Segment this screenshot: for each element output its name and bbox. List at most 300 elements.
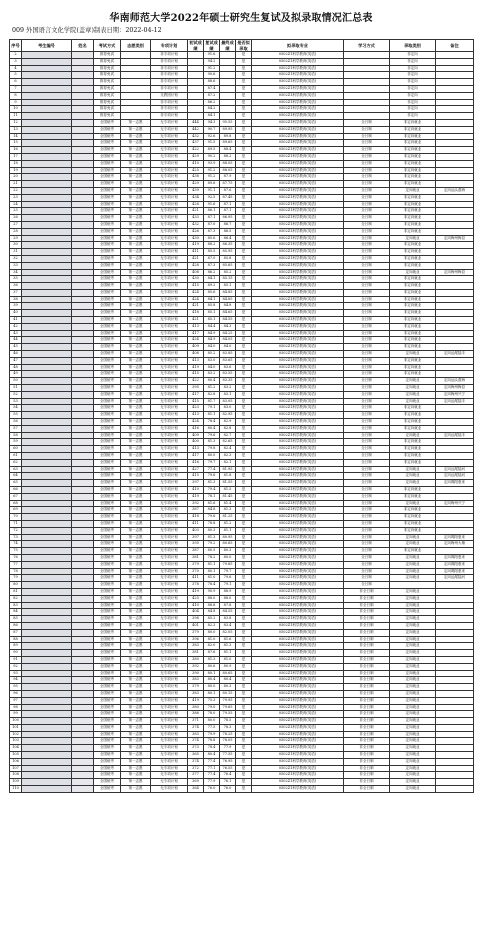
table-cell: 79.4	[204, 487, 220, 494]
table-cell	[436, 289, 474, 296]
table-row	[10, 752, 474, 759]
table-cell: 83.1	[220, 391, 236, 398]
table-cell: 第一志愿	[121, 779, 151, 786]
candidate-id-redacted	[22, 385, 72, 392]
table-cell: 非全日制	[344, 588, 390, 595]
table-cell: 82	[10, 595, 22, 602]
table-cell: 定向汕尾陆河	[436, 473, 474, 480]
candidate-name-redacted	[72, 602, 94, 609]
table-cell: 0502Z1科学教育(英语)	[252, 228, 344, 235]
table-cell	[436, 697, 474, 704]
candidate-name-redacted	[72, 283, 94, 290]
table-cell: 全日制	[344, 520, 390, 527]
candidate-name-redacted	[72, 153, 94, 160]
table-row	[10, 79, 474, 86]
table-cell: 0502Z1科学教育(英语)	[252, 779, 344, 786]
table-cell: 91.6	[204, 52, 220, 59]
table-cell: 79.6	[220, 575, 236, 582]
table-cell: 是	[236, 772, 252, 779]
table-cell: 第一志愿	[121, 622, 151, 629]
table-cell: 410	[188, 160, 204, 167]
table-cell: 380	[188, 656, 204, 663]
table-cell: 无专项计划	[151, 588, 188, 595]
table-cell: 110	[10, 786, 22, 793]
table-cell: 92	[10, 663, 22, 670]
table-cell	[436, 201, 474, 208]
table-cell: 全日制	[344, 317, 390, 324]
table-row	[10, 65, 474, 72]
table-cell: 非定向	[390, 99, 436, 106]
table-cell: 定向就业	[390, 724, 436, 731]
table-cell: 0502Z1科学教育(英语)	[252, 493, 344, 500]
table-cell: 82.4	[220, 446, 236, 453]
candidate-id-redacted	[22, 772, 72, 779]
table-cell	[436, 636, 474, 643]
candidate-id-redacted	[22, 663, 72, 670]
table-cell: 0502Z1科学教育(英语)	[252, 113, 344, 120]
table-cell: 396	[188, 636, 204, 643]
table-cell: 85.8	[220, 255, 236, 262]
table-cell: 定向就业	[390, 187, 436, 194]
table-cell: 0502Z1科学教育(英语)	[252, 106, 344, 113]
table-cell: 第一志愿	[121, 548, 151, 555]
table-cell: 非全日制	[344, 595, 390, 602]
table-row	[10, 405, 474, 412]
table-cell: 是	[236, 425, 252, 432]
table-cell: 80.3	[220, 548, 236, 555]
table-cell: 99	[10, 711, 22, 718]
table-cell: 定向就业	[390, 752, 436, 759]
table-cell: 54	[10, 405, 22, 412]
table-cell: 无专项计划	[151, 480, 188, 487]
candidate-id-redacted	[22, 330, 72, 337]
table-row	[10, 419, 474, 426]
table-cell: 全日制	[344, 378, 390, 385]
candidate-id-redacted	[22, 303, 72, 310]
table-cell: 76.95	[220, 758, 236, 765]
table-cell: 定向梅州梅县	[436, 235, 474, 242]
table-cell: 无专项计划	[151, 317, 188, 324]
table-cell: 无专项计划	[151, 405, 188, 412]
table-cell: 是	[236, 568, 252, 575]
table-cell	[436, 425, 474, 432]
table-cell: 419	[188, 588, 204, 595]
table-row	[10, 493, 474, 500]
table-cell: 非全日制	[344, 602, 390, 609]
table-cell: 0502Z1科学教育(英语)	[252, 487, 344, 494]
candidate-name-redacted	[72, 697, 94, 704]
table-cell: 全日制	[344, 194, 390, 201]
table-cell: 定向就业	[390, 351, 436, 358]
candidate-name-redacted	[72, 385, 94, 392]
table-cell: 408	[188, 269, 204, 276]
table-cell: 429	[188, 153, 204, 160]
table-cell: 非定向	[390, 79, 436, 86]
candidate-id-redacted	[22, 364, 72, 371]
table-cell	[121, 113, 151, 120]
table-cell: 0502Z1科学教育(英语)	[252, 758, 344, 765]
table-cell: 38	[10, 296, 22, 303]
table-cell: 0502Z1科学教育(英语)	[252, 765, 344, 772]
table-cell	[121, 99, 151, 106]
table-cell: 第一志愿	[121, 147, 151, 154]
candidate-id-redacted	[22, 711, 72, 718]
table-cell: 第一志愿	[121, 480, 151, 487]
table-cell	[436, 765, 474, 772]
candidate-name-redacted	[72, 622, 94, 629]
table-cell: 第一志愿	[121, 249, 151, 256]
table-cell: 80.9	[220, 663, 236, 670]
table-cell: 定向就业	[390, 650, 436, 657]
table-cell: 84.0	[220, 344, 236, 351]
table-cell: 28	[10, 228, 22, 235]
table-cell: 0502Z1科学教育(英语)	[252, 432, 344, 439]
table-cell: 第一志愿	[121, 758, 151, 765]
table-cell: 17	[10, 153, 22, 160]
table-cell: 65	[10, 480, 22, 487]
table-cell	[436, 690, 474, 697]
table-cell: 非定向	[390, 52, 436, 59]
table-cell: 全日制	[344, 153, 390, 160]
table-cell: 80.1	[204, 670, 220, 677]
table-cell: 85.8	[204, 303, 220, 310]
table-cell: 第一志愿	[121, 466, 151, 473]
table-cell: 全日制	[344, 385, 390, 392]
table-cell: 第一志愿	[121, 704, 151, 711]
table-cell: 全国统考	[94, 310, 121, 317]
table-cell: 是	[236, 500, 252, 507]
table-cell: 40	[10, 310, 22, 317]
table-row	[10, 153, 474, 160]
table-cell: 82.65	[220, 439, 236, 446]
table-cell: 定向就业	[390, 480, 436, 487]
table-cell: 无专项计划	[151, 779, 188, 786]
table-cell: 88.8	[204, 602, 220, 609]
table-cell: 30	[10, 242, 22, 249]
table-cell: 非全日制	[344, 684, 390, 691]
table-cell: 83.2	[220, 385, 236, 392]
table-cell: 413	[188, 412, 204, 419]
table-cell: 第一志愿	[121, 487, 151, 494]
table-cell: 424	[188, 419, 204, 426]
table-row	[10, 147, 474, 154]
candidate-name-redacted	[72, 147, 94, 154]
table-row	[10, 303, 474, 310]
table-cell: 80.1	[204, 568, 220, 575]
table-cell: 84.25	[220, 330, 236, 337]
candidate-name-redacted	[72, 215, 94, 222]
table-row	[10, 412, 474, 419]
table-cell: 80.5	[204, 548, 220, 555]
table-row	[10, 119, 474, 126]
table-cell: 推荐免试	[94, 58, 121, 65]
table-cell: 非专项计划	[151, 106, 188, 113]
table-cell: 82.1	[220, 459, 236, 466]
table-cell: 非定向就业	[390, 520, 436, 527]
table-cell: 432	[188, 133, 204, 140]
table-cell: 推荐免试	[94, 65, 121, 72]
table-row	[10, 616, 474, 623]
table-cell: 定向梅州梅县	[436, 269, 474, 276]
table-cell: 381	[188, 554, 204, 561]
table-cell: 44	[10, 337, 22, 344]
table-cell: 定向就业	[390, 772, 436, 779]
table-cell: 88.2	[204, 242, 220, 249]
table-cell: 88	[10, 636, 22, 643]
table-cell: 非定向就业	[390, 303, 436, 310]
table-cell: 非定向就业	[390, 493, 436, 500]
table-cell: 定向就业	[390, 690, 436, 697]
table-cell: 无专项计划	[151, 276, 188, 283]
candidate-name-redacted	[72, 249, 94, 256]
table-cell: 非全日制	[344, 622, 390, 629]
candidate-name-redacted	[72, 201, 94, 208]
table-cell: 57	[10, 425, 22, 432]
table-cell: 86.7	[220, 221, 236, 228]
table-cell: 推荐免试	[94, 72, 121, 79]
table-cell: 无专项计划	[151, 568, 188, 575]
candidate-id-redacted	[22, 269, 72, 276]
table-cell: 无专项计划	[151, 745, 188, 752]
table-cell: 定向梅州兴宁	[436, 391, 474, 398]
table-cell: 是	[236, 242, 252, 249]
table-cell: 85.6	[204, 289, 220, 296]
table-cell: 是	[236, 745, 252, 752]
table-cell: 第一志愿	[121, 337, 151, 344]
table-cell: 8	[10, 92, 22, 99]
candidate-name-redacted	[72, 466, 94, 473]
table-cell: 80.4	[204, 378, 220, 385]
table-cell: 84.8	[204, 507, 220, 514]
table-cell: 82.7	[220, 432, 236, 439]
table-cell: 43	[10, 330, 22, 337]
table-cell: 424	[188, 337, 204, 344]
table-cell: 全日制	[344, 514, 390, 521]
table-cell: 非全日制	[344, 677, 390, 684]
candidate-id-redacted	[22, 779, 72, 786]
table-cell: 428	[188, 262, 204, 269]
table-cell: 非全日制	[344, 697, 390, 704]
table-cell: 383	[188, 690, 204, 697]
table-cell: 非定向就业	[390, 249, 436, 256]
table-cell: 80.0	[204, 718, 220, 725]
table-cell: 0502Z1科学教育(英语)	[252, 255, 344, 262]
table-cell: 全日制	[344, 466, 390, 473]
table-row	[10, 527, 474, 534]
table-cell	[436, 419, 474, 426]
table-cell: 0502Z1科学教育(英语)	[252, 140, 344, 147]
table-cell: 第一志愿	[121, 194, 151, 201]
table-cell: 第一志愿	[121, 663, 151, 670]
table-cell: 无专项计划	[151, 514, 188, 521]
table-cell: 是	[236, 289, 252, 296]
table-cell: 全国统考	[94, 554, 121, 561]
table-cell: 全国统考	[94, 323, 121, 330]
table-cell: 全国统考	[94, 228, 121, 235]
table-cell: 387	[188, 548, 204, 555]
table-cell: 第一志愿	[121, 344, 151, 351]
table-cell: 无专项计划	[151, 357, 188, 364]
candidate-id-redacted	[22, 160, 72, 167]
candidate-name-redacted	[72, 731, 94, 738]
table-cell	[220, 113, 236, 120]
table-cell: 第一志愿	[121, 446, 151, 453]
column-header: 拟录取专业	[252, 40, 344, 52]
table-cell: 85	[10, 616, 22, 623]
table-cell: 全国统考	[94, 663, 121, 670]
table-cell: 是	[236, 92, 252, 99]
table-cell: 401	[188, 622, 204, 629]
table-row	[10, 167, 474, 174]
candidate-id-redacted	[22, 493, 72, 500]
table-cell: 79.95	[220, 697, 236, 704]
table-cell	[436, 160, 474, 167]
table-cell: 非定向就业	[390, 119, 436, 126]
candidate-id-redacted	[22, 398, 72, 405]
table-cell: 84.8	[204, 609, 220, 616]
table-cell: 415	[188, 371, 204, 378]
table-cell	[436, 242, 474, 249]
table-cell: 全国统考	[94, 153, 121, 160]
candidate-name-redacted	[72, 629, 94, 636]
table-cell: 第一志愿	[121, 595, 151, 602]
table-cell: 第一志愿	[121, 283, 151, 290]
table-cell: 59	[10, 439, 22, 446]
table-cell: 全日制	[344, 541, 390, 548]
table-cell: 0502Z1科学教育(英语)	[252, 133, 344, 140]
table-row	[10, 724, 474, 731]
table-cell: 81.1	[204, 561, 220, 568]
table-cell: 非定向就业	[390, 153, 436, 160]
table-cell: 无专项计划	[151, 242, 188, 249]
table-cell: 0502Z1科学教育(英语)	[252, 575, 344, 582]
table-cell: 定向就业	[390, 786, 436, 793]
table-cell: 无专项计划	[151, 718, 188, 725]
candidate-id-redacted	[22, 473, 72, 480]
table-cell: 无专项计划	[151, 344, 188, 351]
table-cell: 全日制	[344, 459, 390, 466]
table-cell: 全日制	[344, 344, 390, 351]
table-cell: 0502Z1科学教育(英语)	[252, 616, 344, 623]
table-cell: 0502Z1科学教育(英语)	[252, 364, 344, 371]
table-row	[10, 663, 474, 670]
table-cell: 全国统考	[94, 249, 121, 256]
table-cell	[121, 52, 151, 59]
table-cell: 76.55	[220, 765, 236, 772]
table-cell: 无专项计划	[151, 677, 188, 684]
candidate-id-redacted	[22, 480, 72, 487]
candidate-id-redacted	[22, 391, 72, 398]
table-cell: 0502Z1科学教育(英语)	[252, 534, 344, 541]
table-cell: 是	[236, 575, 252, 582]
table-cell: 是	[236, 446, 252, 453]
candidate-name-redacted	[72, 181, 94, 188]
table-cell: 0502Z1科学教育(英语)	[252, 65, 344, 72]
candidate-name-redacted	[72, 704, 94, 711]
table-cell: 0502Z1科学教育(英语)	[252, 677, 344, 684]
table-cell: 全国统考	[94, 303, 121, 310]
table-cell: 410	[188, 487, 204, 494]
table-cell: 全国统考	[94, 337, 121, 344]
table-cell: 全日制	[344, 446, 390, 453]
table-cell: 0502Z1科学教育(英语)	[252, 602, 344, 609]
table-cell: 非定向就业	[390, 215, 436, 222]
table-cell: 全国统考	[94, 758, 121, 765]
table-cell: 91	[10, 656, 22, 663]
table-cell: 90	[10, 650, 22, 657]
candidate-id-redacted	[22, 514, 72, 521]
table-cell: 非定向就业	[390, 344, 436, 351]
table-cell: 421	[188, 303, 204, 310]
table-cell: 全国统考	[94, 405, 121, 412]
table-cell: 19	[10, 167, 22, 174]
candidate-name-redacted	[72, 106, 94, 113]
table-cell: 全国统考	[94, 745, 121, 752]
table-cell: 93.9	[204, 160, 220, 167]
table-cell: 是	[236, 466, 252, 473]
table-cell: 0502Z1科学教育(英语)	[252, 459, 344, 466]
table-cell: 0502Z1科学教育(英语)	[252, 718, 344, 725]
table-cell: 79	[10, 575, 22, 582]
table-cell: 第一志愿	[121, 181, 151, 188]
table-cell: 85.2	[220, 269, 236, 276]
candidate-id-redacted	[22, 228, 72, 235]
table-cell: 80.0	[204, 684, 220, 691]
table-row	[10, 772, 474, 779]
table-cell: 全日制	[344, 419, 390, 426]
table-cell: 0502Z1科学教育(英语)	[252, 554, 344, 561]
table-cell: 415	[188, 283, 204, 290]
candidate-id-redacted	[22, 65, 72, 72]
table-cell: 418	[188, 514, 204, 521]
table-cell: 全国统考	[94, 283, 121, 290]
table-cell: 10	[10, 106, 22, 113]
table-cell: 0502Z1科学教育(英语)	[252, 303, 344, 310]
table-cell: 非定向就业	[390, 439, 436, 446]
table-cell: 84.1	[204, 276, 220, 283]
table-cell: 无专项计划	[151, 283, 188, 290]
table-cell	[436, 493, 474, 500]
table-cell: 421	[188, 255, 204, 262]
table-cell: 全国统考	[94, 636, 121, 643]
table-row	[10, 684, 474, 691]
table-cell: 是	[236, 711, 252, 718]
table-cell: 0502Z1科学教育(英语)	[252, 371, 344, 378]
table-row	[10, 72, 474, 79]
table-cell: 全国统考	[94, 289, 121, 296]
table-cell: 无专项计划	[151, 650, 188, 657]
table-cell: 81.1	[204, 412, 220, 419]
table-cell: 0502Z1科学教育(英语)	[252, 344, 344, 351]
table-cell: 非定向就业	[390, 371, 436, 378]
candidate-name-redacted	[72, 65, 94, 72]
table-cell: 是	[236, 738, 252, 745]
table-cell: 86.4	[220, 235, 236, 242]
table-cell: 全日制	[344, 337, 390, 344]
table-cell	[436, 194, 474, 201]
table-cell: 0502Z1科学教育(英语)	[252, 609, 344, 616]
table-cell: 85.5	[204, 249, 220, 256]
table-cell: 是	[236, 296, 252, 303]
table-cell: 0502Z1科学教育(英语)	[252, 480, 344, 487]
table-cell: 0502Z1科学教育(英语)	[252, 561, 344, 568]
candidate-id-redacted	[22, 371, 72, 378]
table-cell: 第一志愿	[121, 235, 151, 242]
table-cell: 第一志愿	[121, 643, 151, 650]
table-row	[10, 500, 474, 507]
table-cell: 83.2	[204, 371, 220, 378]
table-cell: 91.5	[204, 140, 220, 147]
